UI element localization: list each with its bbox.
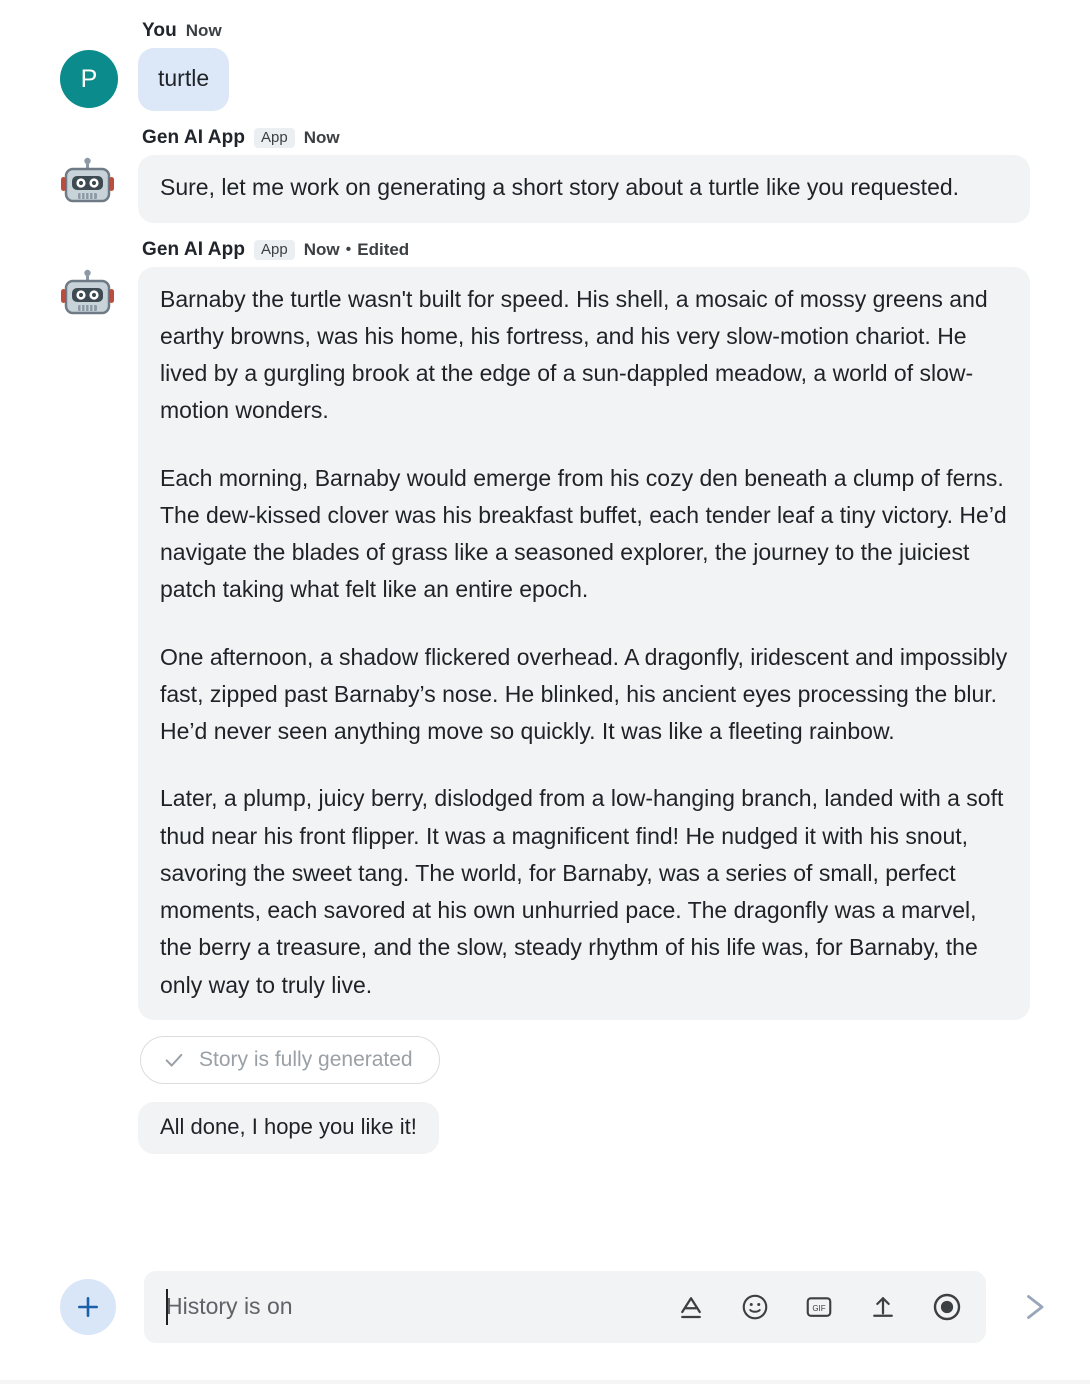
avatar-column bbox=[60, 229, 138, 325]
edited-label: Edited bbox=[357, 239, 410, 259]
message-bot-ack bbox=[60, 117, 1050, 222]
plus-icon bbox=[75, 1294, 101, 1320]
message-sender: Gen AI App bbox=[142, 238, 246, 260]
record-icon bbox=[931, 1291, 963, 1323]
emoji-icon bbox=[740, 1292, 770, 1322]
message-input-wrap[interactable] bbox=[144, 1271, 986, 1343]
message-sender: You bbox=[142, 20, 177, 41]
send-button[interactable] bbox=[1012, 1283, 1060, 1331]
avatar[interactable]: P bbox=[60, 50, 118, 108]
message-text: Sure, let me work on generating a short story about a turtle like you requested. bbox=[160, 174, 960, 201]
story-paragraph-2: Each morning, Barnaby would emerge from his cozy den beneath a clump of ferns. The dew-kissed clover was his breakfast buffet, each tender leaf a tiny victory. He’d navigate the blades of grass like a seasoned explorer, the journey to the juiciest patch taking what felt like an entire epoch. bbox=[160, 464, 1007, 603]
app-badge: App bbox=[254, 128, 295, 148]
message-meta bbox=[138, 239, 1050, 261]
message-bubble[interactable] bbox=[138, 155, 1030, 222]
message-body bbox=[138, 10, 1050, 111]
upload-button[interactable] bbox=[866, 1290, 900, 1324]
message-sender: Gen AI App bbox=[142, 127, 246, 149]
message-body bbox=[138, 117, 1050, 222]
gif-button[interactable] bbox=[802, 1290, 836, 1324]
app-badge: App bbox=[254, 240, 295, 260]
message-meta bbox=[138, 127, 1050, 149]
gif-icon bbox=[804, 1292, 834, 1322]
check-icon bbox=[163, 1049, 185, 1071]
emoji-button[interactable] bbox=[738, 1290, 772, 1324]
upload-icon bbox=[868, 1292, 898, 1322]
status-badge[interactable] bbox=[140, 1036, 440, 1084]
meta-separator: • bbox=[345, 240, 352, 258]
message-bubble[interactable] bbox=[138, 48, 229, 111]
message-user bbox=[60, 10, 1050, 111]
record-button[interactable] bbox=[930, 1290, 964, 1324]
message-body bbox=[138, 229, 1050, 1154]
avatar-column bbox=[60, 10, 138, 108]
window-bottom-edge bbox=[0, 1380, 1090, 1384]
status-chip-row bbox=[138, 1036, 1050, 1084]
svg-text:GIF: GIF bbox=[812, 1303, 826, 1313]
message-time: Now bbox=[303, 128, 340, 148]
format-text-icon bbox=[676, 1292, 706, 1322]
followup-bubble[interactable]: All done, I hope you like it! bbox=[138, 1102, 439, 1154]
message-time: Now bbox=[185, 21, 222, 40]
composer-tools bbox=[674, 1290, 964, 1324]
status-badge-label: Story is fully generated bbox=[199, 1047, 413, 1071]
story-paragraph-4: Later, a plump, juicy berry, dislodged from a low-hanging branch, landed with a soft thud near his front flipper. It was a magnificent find! He nudged it with his snout, savoring the sweet tang. The world, for Barnaby, was a series of small, perfect moments, each savored at his own unhurried pace. The dragonfly was a marvel, the berry a treasure, and the slow, steady rhythm of his life was, for Barnaby, the only way to truly live. bbox=[160, 785, 1004, 998]
robot-avatar-icon[interactable] bbox=[60, 269, 116, 325]
story-paragraph-1: Barnaby the turtle wasn't built for speed. His shell, a mosaic of mossy greens and earthy browns, was his home, his fortress, and his very slow-motion chariot. He lived by a gurgling brook at the edge of a sun-dappled meadow, a world of slow-motion wonders. bbox=[160, 285, 988, 424]
message-input[interactable] bbox=[166, 1271, 656, 1343]
message-meta bbox=[138, 20, 1050, 42]
message-bubble[interactable] bbox=[138, 267, 1030, 1020]
robot-avatar-icon[interactable] bbox=[60, 157, 116, 213]
add-attachment-button[interactable] bbox=[60, 1279, 116, 1335]
avatar-column bbox=[60, 117, 138, 213]
message-time: Now bbox=[303, 239, 340, 259]
message-text: turtle bbox=[158, 65, 210, 91]
message-composer bbox=[0, 1250, 1090, 1384]
format-text-button[interactable] bbox=[674, 1290, 708, 1324]
story-paragraph-3: One afternoon, a shadow flickered overhead. A dragonfly, iridescent and impossibly fast, zipped past Barnaby’s nose. He blinked, his ancient eyes processing the blur. He’d never seen anything move so quickly. It was like a fleeting rainbow. bbox=[160, 643, 1008, 744]
text-caret bbox=[166, 1289, 168, 1325]
send-icon bbox=[1018, 1287, 1054, 1327]
message-bot-story bbox=[60, 229, 1050, 1154]
